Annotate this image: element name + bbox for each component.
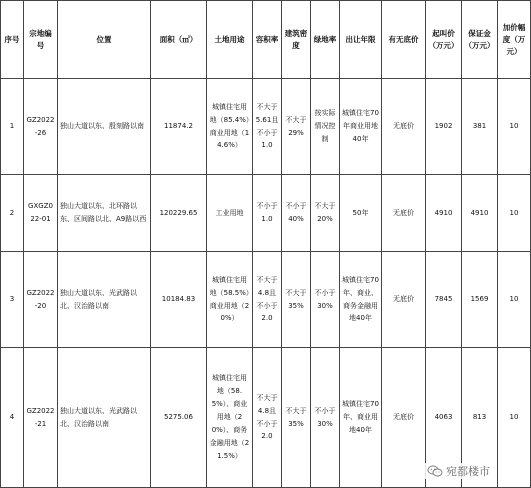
cell-seq: 3 [1, 252, 24, 348]
cell-deposit: 813 [462, 348, 498, 488]
cell-area: 11874.2 [151, 79, 207, 175]
header-row [1, 1, 531, 79]
cell-start-price: 7845 [426, 252, 462, 348]
cell-area: 10184.83 [151, 252, 207, 348]
header-location: 位置 [58, 1, 151, 79]
cell-far: 不小于1.0 [253, 175, 282, 252]
watermark-text: 宛都楼市 [446, 465, 490, 478]
header-term: 出让年限 [340, 1, 382, 79]
cell-density: 不小于40% [282, 175, 311, 252]
cell-location: 独山大道以东、光武路以北、汉治路以南 [58, 252, 151, 348]
header-area: 面积（㎡） [151, 1, 207, 79]
cell-reserve: 无底价 [382, 252, 426, 348]
cell-seq: 1 [1, 79, 24, 175]
cell-increment: 10 [498, 175, 531, 252]
wechat-icon [427, 465, 443, 477]
cell-reserve: 无底价 [382, 79, 426, 175]
cell-term: 城镇住宅70年、商业、商务金融用地40年 [340, 252, 382, 348]
cell-start-price: 4063 [426, 348, 462, 488]
cell-far: 不大于4.8且不小于2.0 [253, 348, 282, 488]
cell-increment: 10 [498, 348, 531, 488]
cell-increment: 10 [498, 79, 531, 175]
cell-reserve: 无底价 [382, 348, 426, 488]
table-row [1, 252, 531, 348]
cell-increment: 10 [498, 252, 531, 348]
cell-green: 不小于30% [311, 252, 340, 348]
cell-use: 城镇住宅用地（85.4%）商业用地（14.6%） [207, 79, 253, 175]
header-green: 绿地率 [311, 1, 340, 79]
cell-code: GZ2022-26 [24, 79, 58, 175]
cell-code: GZ2022-21 [24, 348, 58, 488]
cell-code: GZ2022-20 [24, 252, 58, 348]
cell-green: 不大于20% [311, 175, 340, 252]
cell-term: 城镇住宅70年商业用地40年 [340, 79, 382, 175]
cell-seq: 2 [1, 175, 24, 252]
header-start-price: 起叫价（万元） [426, 1, 462, 79]
cell-reserve: 无底价 [382, 175, 426, 252]
cell-area: 5275.06 [151, 348, 207, 488]
cell-deposit: 381 [462, 79, 498, 175]
cell-area: 120229.65 [151, 175, 207, 252]
cell-far: 不大于4.8且不小于2.0 [253, 252, 282, 348]
header-deposit: 保证金（万元） [462, 1, 498, 79]
cell-density: 不大于35% [282, 252, 311, 348]
cell-seq: 4 [1, 348, 24, 488]
cell-use: 城镇住宅用地（58.5%）商业用地（20%） [207, 252, 253, 348]
cell-term: 50年 [340, 175, 382, 252]
header-code: 宗地编号 [24, 1, 58, 79]
header-density: 建筑密度 [282, 1, 311, 79]
cell-far: 不大于5.61且不小于1.0 [253, 79, 282, 175]
table-row [1, 79, 531, 175]
cell-deposit: 1569 [462, 252, 498, 348]
cell-location: 独山大道以东、殷刻路以南 [58, 79, 151, 175]
cell-term: 城镇住宅70年、商业用地40年 [340, 348, 382, 488]
header-seq: 序号 [1, 1, 24, 79]
cell-location: 独山大道以东、光武路以北、汉治路以南 [58, 348, 151, 488]
cell-use: 城镇住宅用地（58.5%）、商业用地（20%）、商务金融用地（21.5%） [207, 348, 253, 488]
header-far: 容积率 [253, 1, 282, 79]
cell-density: 不大于29% [282, 79, 311, 175]
header-use: 土地用途 [207, 1, 253, 79]
cell-density: 不大于35% [282, 348, 311, 488]
cell-green: 按实际情况控制 [311, 79, 340, 175]
table-row [1, 175, 531, 252]
cell-location: 独山大道以东、北环路以东、区间路以北、A9路以西 [58, 175, 151, 252]
watermark [425, 463, 492, 479]
cell-start-price: 1902 [426, 79, 462, 175]
cell-green: 不小于30% [311, 348, 340, 488]
cell-start-price: 4910 [426, 175, 462, 252]
header-reserve: 有无底价 [382, 1, 426, 79]
cell-code: GXGZ022-01 [24, 175, 58, 252]
cell-deposit: 4910 [462, 175, 498, 252]
header-increment: 加价幅度（万元） [498, 1, 531, 79]
cell-use: 工业用地 [207, 175, 253, 252]
